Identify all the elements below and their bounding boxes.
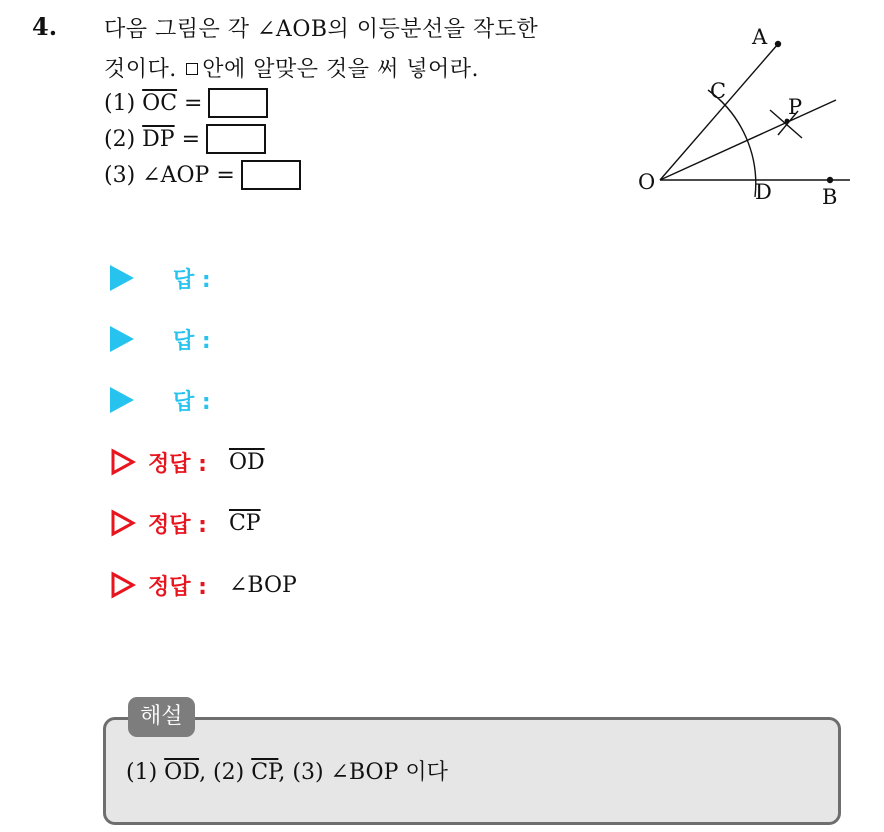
stem-text-b: 안에 알맞은 것을 써 넣어라. <box>202 57 479 82</box>
correct-value-2: $\overline{CP}$ <box>228 510 261 536</box>
correct-label: 정답 : <box>148 574 207 600</box>
correct-row-3 <box>110 568 297 602</box>
outline-triangle-icon <box>110 571 136 599</box>
question-item-1 <box>104 88 268 118</box>
correct-row-1 <box>110 445 265 479</box>
point-p <box>785 119 790 124</box>
question-number: 4. <box>32 12 58 41</box>
play-triangle-icon <box>110 326 134 352</box>
label-a: A <box>752 25 768 49</box>
exp-part-2: , (2) <box>199 760 245 785</box>
question-item-3 <box>104 160 301 190</box>
ray-op <box>660 100 836 180</box>
exp-value-1: $\overline{OD}$ <box>164 760 200 785</box>
outline-triangle-icon <box>110 448 136 476</box>
arc-cd <box>708 90 756 197</box>
label-b: B <box>822 185 838 209</box>
exp-part-3: , (3) ∠BOP 이다 <box>278 760 448 785</box>
label-d: D <box>755 180 772 204</box>
item-label: (2) <box>104 126 136 152</box>
exp-part-1: (1) <box>126 760 158 785</box>
play-triangle-icon <box>110 387 134 413</box>
answer-label: 답 : <box>173 389 211 415</box>
label-o: O <box>638 170 656 194</box>
item-equals: = <box>184 90 203 116</box>
answer-label: 답 : <box>173 328 211 354</box>
correct-label: 정답 : <box>148 451 207 477</box>
correct-value-3: ∠BOP <box>228 572 297 598</box>
answer-blank-3[interactable] <box>241 160 301 190</box>
stem-text-a: 것이다. <box>104 57 177 82</box>
point-b <box>827 177 833 183</box>
answer-row-3[interactable] <box>110 383 211 417</box>
label-p: P <box>788 95 803 119</box>
answer-label: 답 : <box>173 267 211 293</box>
correct-value-1: $\overline{OD}$ <box>228 449 265 475</box>
answer-blank-1[interactable] <box>208 88 268 118</box>
label-c: C <box>710 79 727 103</box>
item-label: (3) <box>104 162 136 188</box>
question-item-2 <box>104 124 266 154</box>
item-label: (1) <box>104 90 136 116</box>
item-equals: = <box>181 126 201 152</box>
explanation-tab: 해설 <box>128 697 195 737</box>
answer-blank-2[interactable] <box>206 124 266 154</box>
point-a <box>775 41 781 47</box>
answer-row-1[interactable] <box>110 261 211 295</box>
ray-oa <box>660 44 778 180</box>
square-icon <box>186 63 198 75</box>
outline-triangle-icon <box>110 509 136 537</box>
exp-value-2: $\overline{CP}$ <box>251 760 279 785</box>
explanation-text <box>126 755 448 786</box>
correct-row-2 <box>110 506 261 540</box>
play-triangle-icon <box>110 265 134 291</box>
item-segment: $\overline{OC}$ <box>142 90 178 116</box>
question-stem-line2 <box>104 52 479 83</box>
item-equals: = <box>216 162 235 188</box>
bisector-figure <box>620 14 866 214</box>
answer-row-2[interactable] <box>110 322 211 356</box>
item-segment: $\overline{DP}$ <box>142 126 175 152</box>
correct-label: 정답 : <box>148 512 207 538</box>
item-angle: ∠AOP <box>142 162 210 188</box>
question-stem-line1: 다음 그림은 각 ∠AOB의 이등분선을 작도한 <box>104 17 539 42</box>
